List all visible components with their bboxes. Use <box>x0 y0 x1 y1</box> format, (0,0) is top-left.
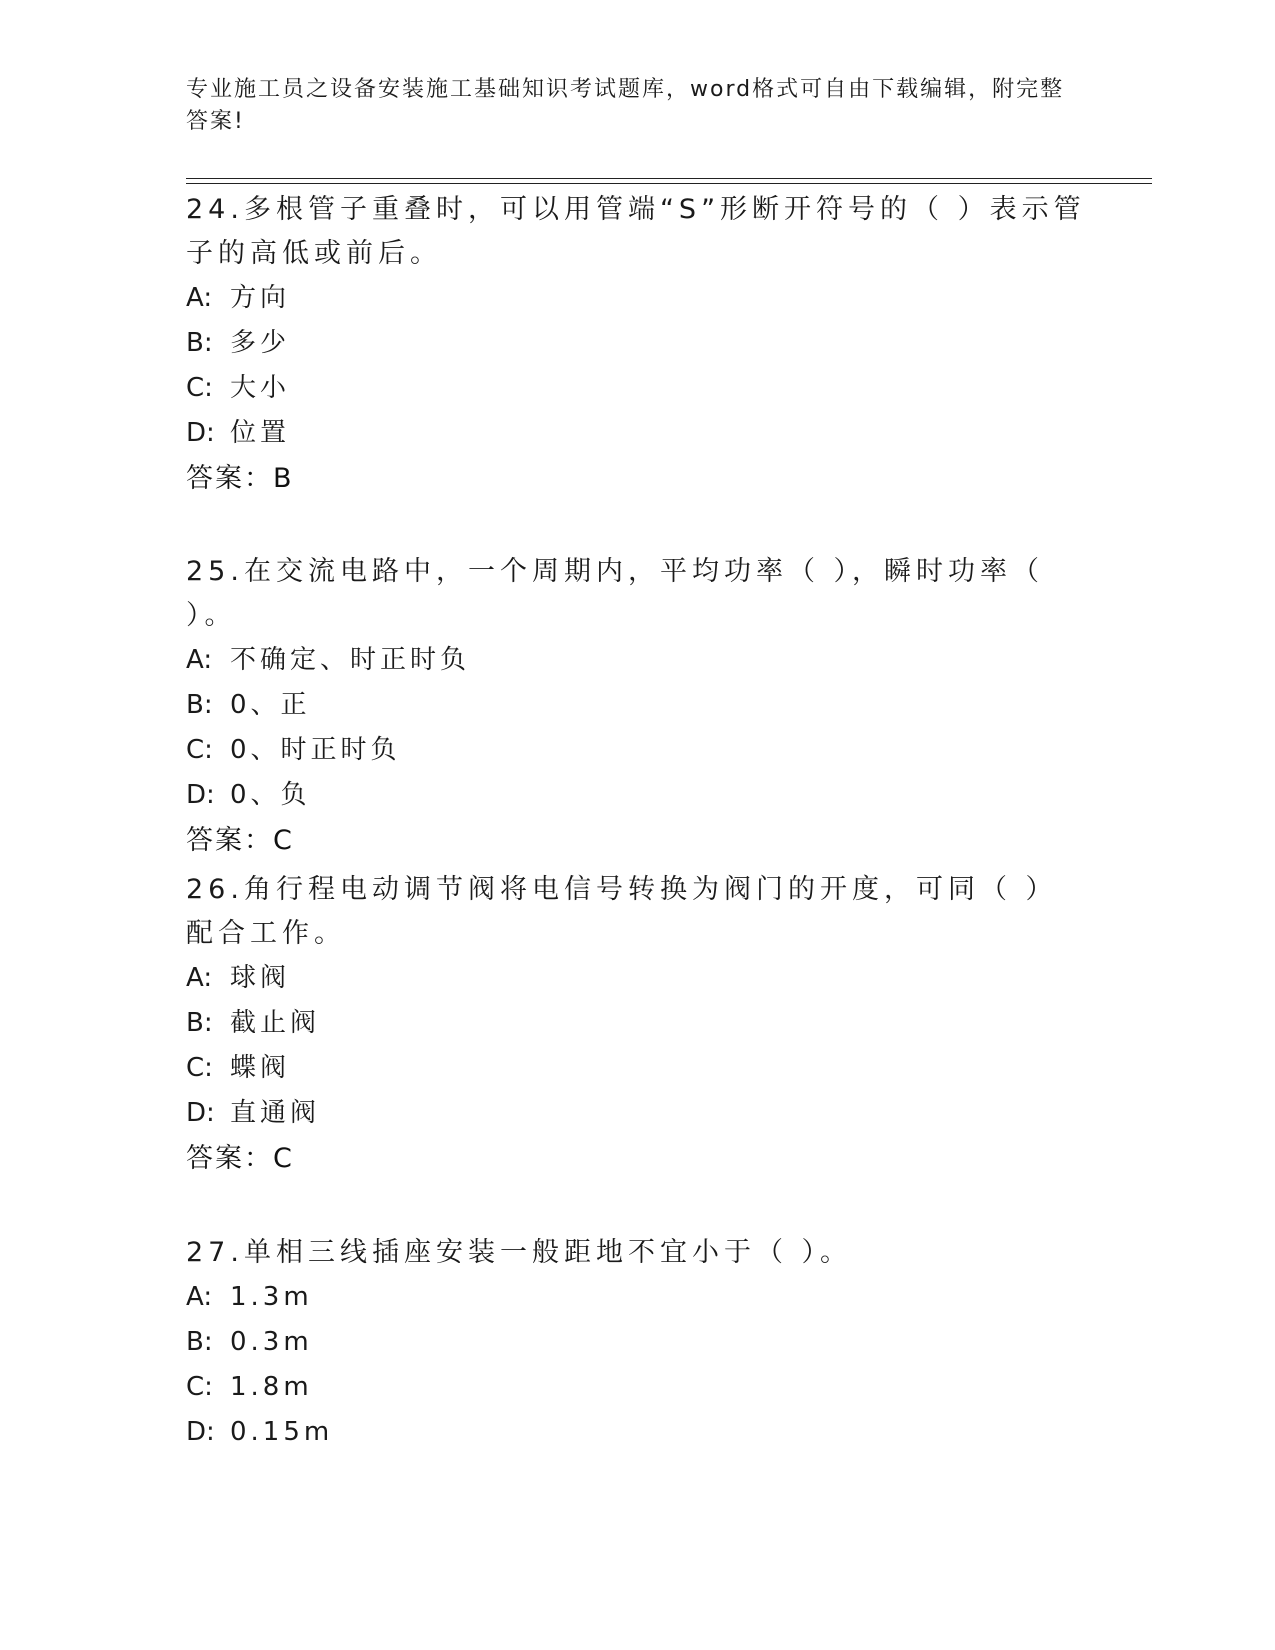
question-stem: 27.单相三线插座安装一般距地不宜小于（ ）。 <box>186 1237 853 1268</box>
question-stem: 25.在交流电路中，一个周期内，平均功率（ ），瞬时功率（ ）。 <box>186 556 1045 631</box>
option-c <box>186 366 1086 411</box>
option-label: B: <box>186 1327 213 1357</box>
option-label: A: <box>186 1282 213 1312</box>
option-text: 截止阀 <box>230 1008 321 1038</box>
option-text: 方向 <box>230 283 291 313</box>
option-d <box>186 773 1086 818</box>
option-b <box>186 1320 1086 1365</box>
option-text: 蝶阀 <box>230 1053 291 1083</box>
question-27 <box>186 1231 1086 1455</box>
option-d <box>186 1410 1086 1455</box>
option-d <box>186 411 1086 456</box>
option-b <box>186 683 1086 728</box>
question-stem: 24.多根管子重叠时，可以用管端“S”形断开符号的（ ）表示管子的高低或前后。 <box>186 194 1086 269</box>
question-stem: 26.角行程电动调节阀将电信号转换为阀门的开度，可同（ ）配合工作。 <box>186 874 1058 949</box>
option-text: 直通阀 <box>230 1098 321 1128</box>
option-label: D: <box>186 1417 215 1447</box>
option-text: 1.3m <box>230 1282 313 1312</box>
option-a <box>186 956 1086 1001</box>
option-b <box>186 1001 1086 1046</box>
option-text: 0.15m <box>230 1417 334 1447</box>
option-label: C: <box>186 373 213 403</box>
option-c <box>186 728 1086 773</box>
option-label: A: <box>186 283 213 313</box>
option-label: A: <box>186 645 213 675</box>
option-a <box>186 276 1086 321</box>
answer-line: 答案：B <box>186 463 294 494</box>
option-text: 0、时正时负 <box>230 735 401 765</box>
option-text: 1.8m <box>230 1372 313 1402</box>
question-25 <box>186 550 1086 864</box>
option-label: B: <box>186 328 213 358</box>
option-c <box>186 1046 1086 1091</box>
option-text: 0、负 <box>230 780 311 810</box>
option-label: C: <box>186 1053 213 1083</box>
option-text: 球阀 <box>230 963 291 993</box>
option-label: D: <box>186 780 215 810</box>
option-d <box>186 1091 1086 1136</box>
header-divider-bottom <box>186 183 1152 184</box>
option-text: 多少 <box>230 328 291 358</box>
option-label: C: <box>186 735 213 765</box>
option-b <box>186 321 1086 366</box>
answer-line: 答案：C <box>186 1143 294 1174</box>
option-label: D: <box>186 418 215 448</box>
option-label: A: <box>186 963 213 993</box>
question-24 <box>186 188 1086 502</box>
option-label: B: <box>186 1008 213 1038</box>
option-label: C: <box>186 1372 213 1402</box>
option-text: 位置 <box>230 418 291 448</box>
question-26 <box>186 868 1086 1182</box>
option-text: 大小 <box>230 373 291 403</box>
document-header: 专业施工员之设备安装施工基础知识考试题库，word格式可自由下载编辑，附完整答案! <box>186 77 1065 134</box>
option-label: B: <box>186 690 213 720</box>
header-divider-top <box>186 178 1152 179</box>
option-a <box>186 638 1086 683</box>
option-a <box>186 1275 1086 1320</box>
option-text: 0.3m <box>230 1327 313 1357</box>
answer-line: 答案：C <box>186 825 294 856</box>
option-c <box>186 1365 1086 1410</box>
option-text: 不确定、时正时负 <box>230 645 471 675</box>
option-label: D: <box>186 1098 215 1128</box>
option-text: 0、正 <box>230 690 311 720</box>
